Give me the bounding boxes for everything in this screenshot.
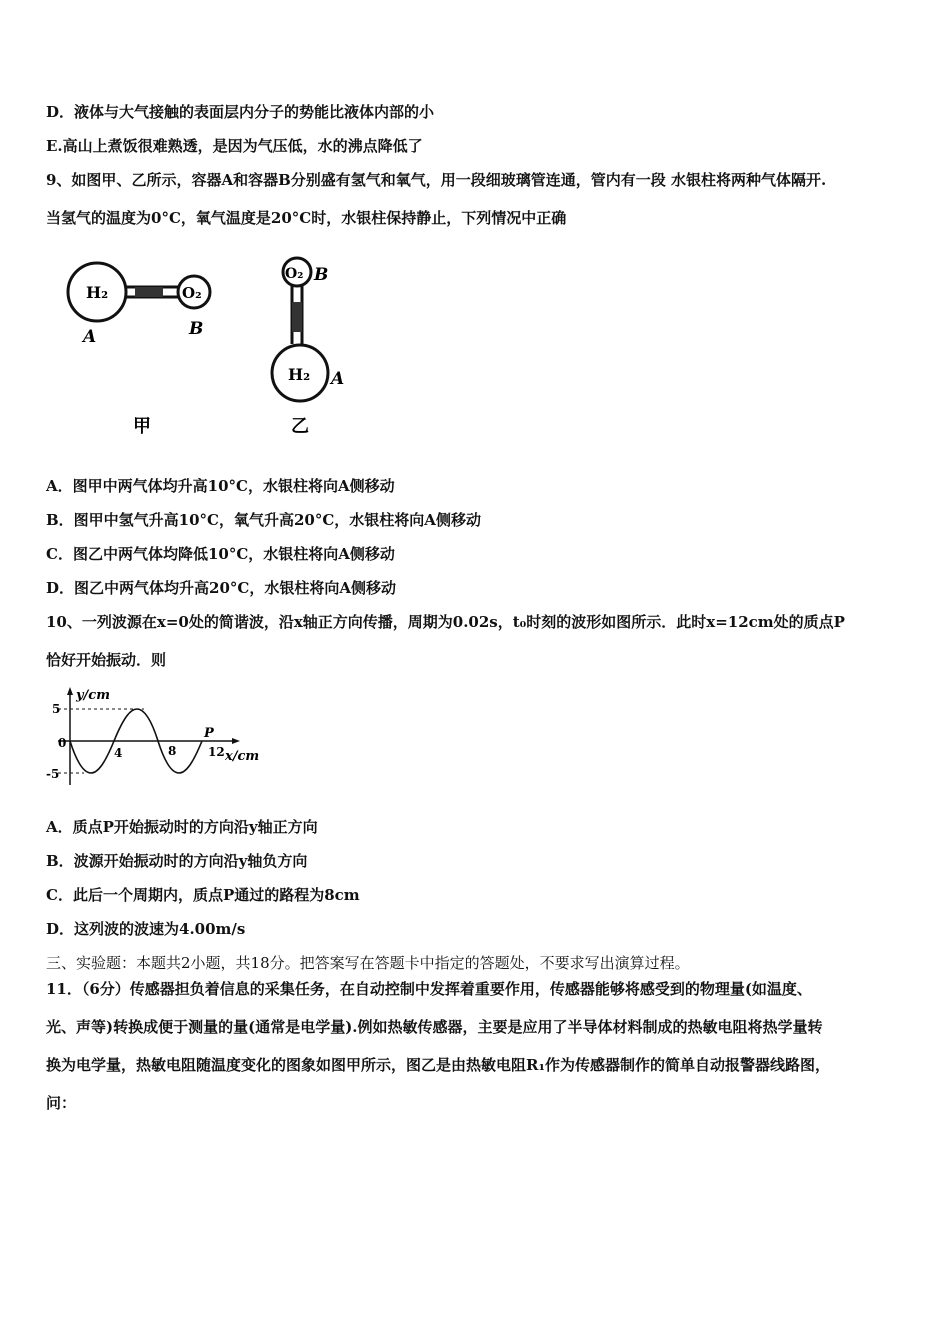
wave-y-arrow bbox=[67, 687, 73, 695]
gas-container-figure bbox=[55, 250, 365, 450]
figure-jia bbox=[68, 263, 210, 437]
jia-b-label: B bbox=[189, 319, 204, 339]
section-three-heading: 三、实验题：本题共2小题，共18分。把答案写在答题卡中指定的答题处，不要求写出演算过程。 bbox=[46, 954, 690, 972]
yi-h2-label: H₂ bbox=[288, 365, 311, 384]
question-9-line2: 当氢气的温度为0°C，氧气温度是20°C时，水银柱保持静止，下列情况中正确 bbox=[46, 209, 567, 227]
option-c-q9: C．图乙中两气体均降低10°C，水银柱将向A侧移动 bbox=[46, 545, 395, 563]
option-d-q9: D．图乙中两气体均升高20°C，水银柱将向A侧移动 bbox=[46, 579, 396, 597]
wave-xlabel: x/cm bbox=[225, 749, 260, 764]
yi-caption: 乙 bbox=[291, 416, 309, 437]
wave-x-arrow bbox=[232, 738, 240, 744]
wave-y-zero: 0 bbox=[58, 736, 67, 750]
wave-p-label: P bbox=[204, 726, 214, 741]
question-11-line3: 换为电学量，热敏电阻随温度变化的图象如图甲所示，图乙是由热敏电阻R₁作为传感器制作的简单自动报警器线路图， bbox=[46, 1056, 831, 1074]
wave-ylabel: y/cm bbox=[76, 688, 110, 703]
yi-o2-label: O₂ bbox=[285, 266, 304, 282]
question-11-line1: 11．（6分）传感器担负着信息的采集任务，在自动控制中发挥着重要作用，传感器能够将感受到的物理量(如温度、 bbox=[46, 980, 812, 998]
question-10-line2: 恰好开始振动．则 bbox=[46, 651, 167, 669]
option-b-q10: B．波源开始振动时的方向沿y轴负方向 bbox=[46, 852, 308, 870]
yi-b-label: B bbox=[314, 265, 329, 285]
wave-x4: 4 bbox=[114, 746, 123, 760]
option-d-q8: D．液体与大气接触的表面层内分子的势能比液体内部的小 bbox=[46, 103, 435, 121]
wave-x12: 12 bbox=[208, 745, 225, 759]
option-c-q10: C．此后一个周期内，质点P通过的路程为8cm bbox=[46, 886, 360, 904]
question-11-line2: 光、声等)转换成便于测量的量(通常是电学量).例如热敏传感器，主要是应用了半导体材料制成的热敏电阻将热学量转 bbox=[46, 1018, 823, 1036]
wave-y-neg: -5 bbox=[46, 767, 60, 781]
question-11-line4: 问： bbox=[46, 1094, 77, 1112]
wave-x8: 8 bbox=[168, 744, 177, 758]
figure-yi bbox=[272, 258, 344, 437]
question-9-line1: 9、如图甲、乙所示，容器A和容器B分别盛有氢气和氧气，用一段细玻璃管连通，管内有一段 水银柱将两种气体隔开. bbox=[46, 171, 827, 189]
question-10-line1: 10、一列波源在x=0处的简谐波，沿x轴正方向传播，周期为0.02s，t₀时刻的波形如图所示．此时x=12cm处的质点P bbox=[46, 613, 845, 631]
jia-h2-label: H₂ bbox=[86, 283, 109, 302]
option-a-q9: A．图甲中两气体均升高10°C，水银柱将向A侧移动 bbox=[46, 477, 395, 495]
jia-caption: 甲 bbox=[133, 416, 151, 437]
option-e-q8: E.高山上煮饭很难熟透，是因为气压低，水的沸点降低了 bbox=[46, 137, 423, 155]
jia-o2-label: O₂ bbox=[182, 284, 202, 302]
option-a-q10: A．质点P开始振动时的方向沿y轴正方向 bbox=[46, 818, 318, 836]
wave-y-pos: 5 bbox=[52, 702, 61, 716]
yi-a-label: A bbox=[331, 369, 345, 389]
option-d-q10: D．这列波的波速为4.00m/s bbox=[46, 920, 246, 938]
wave-figure bbox=[40, 685, 270, 790]
option-b-q9: B．图甲中氢气升高10°C，氧气升高20°C，水银柱将向A侧移动 bbox=[46, 511, 481, 529]
jia-a-label: A bbox=[83, 327, 97, 347]
